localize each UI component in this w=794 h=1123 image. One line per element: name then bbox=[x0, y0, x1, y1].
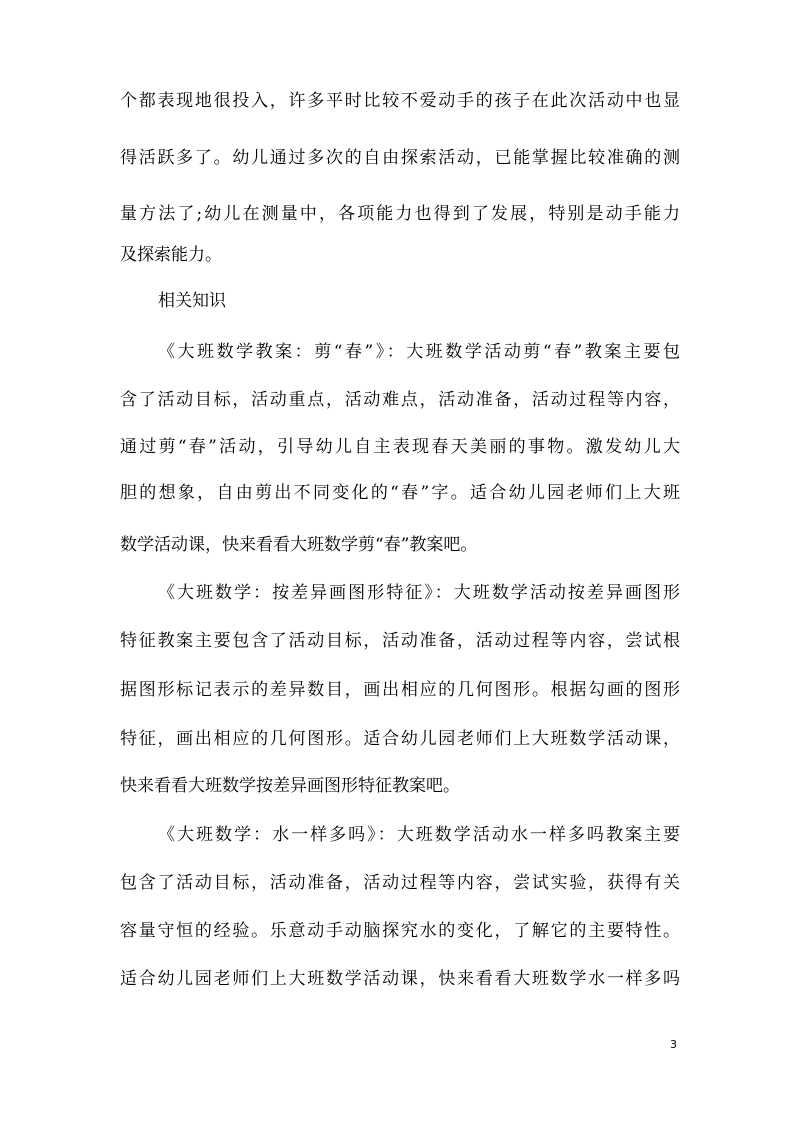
paragraph-1-line-5: 数学活动课，快来看看大班数学剪“春”教案吧。 bbox=[120, 535, 478, 555]
paragraph-1-line-2: 含了活动目标，活动重点，活动难点，活动准备，活动过程等内容， bbox=[120, 390, 680, 410]
paragraph-1-line-4: 胆的想象，自由剪出不同变化的“春”字。适合幼儿园老师们上大班 bbox=[120, 483, 680, 503]
paragraph-3-line-2: 包含了活动目标，活动准备，活动过程等内容，尝试实验，获得有关 bbox=[120, 873, 680, 893]
paragraph-3-line-1: 《大班数学：水一样多吗》：大班数学活动水一样多吗教案主要 bbox=[158, 825, 680, 845]
page-number: 3 bbox=[670, 1038, 677, 1051]
intro-line-3: 量方法了;幼儿在测量中，各项能力也得到了发展，特别是动手能力 bbox=[120, 204, 680, 224]
intro-line-4: 及探索能力。 bbox=[120, 245, 222, 265]
paragraph-2-line-4: 特征，画出相应的几何图形。适合幼儿园老师们上大班数学活动课， bbox=[120, 729, 680, 749]
paragraph-3-line-3: 容量守恒的经验。乐意动手动脑探究水的变化，了解它的主要特性。 bbox=[120, 921, 680, 941]
paragraph-2-line-2: 特征教案主要包含了活动目标，活动准备，活动过程等内容，尝试根 bbox=[120, 631, 680, 651]
paragraph-2-line-1: 《大班数学：按差异画图形特征》：大班数学活动按差异画图形 bbox=[158, 583, 680, 603]
section-heading: 相关知识 bbox=[158, 291, 226, 311]
paragraph-2-line-5: 快来看看大班数学按差异画图形特征教案吧。 bbox=[120, 776, 460, 796]
intro-line-2: 得活跃多了。幼儿通过多次的自由探索活动，已能掌握比较准确的测 bbox=[120, 148, 680, 168]
paragraph-1-line-1: 《大班数学教案：剪“春”》：大班数学活动剪“春”教案主要包 bbox=[158, 342, 680, 362]
paragraph-2-line-3: 据图形标记表示的差异数目，画出相应的几何图形。根据勾画的图形 bbox=[120, 680, 680, 700]
paragraph-3-line-4: 适合幼儿园老师们上大班数学活动课，快来看看大班数学水一样多吗 bbox=[120, 969, 680, 989]
intro-line-1: 个都表现地很投入，许多平时比较不爱动手的孩子在此次活动中也显 bbox=[120, 91, 680, 111]
paragraph-1-line-3: 通过剪“春”活动，引导幼儿自主表现春天美丽的事物。激发幼儿大 bbox=[120, 437, 680, 457]
